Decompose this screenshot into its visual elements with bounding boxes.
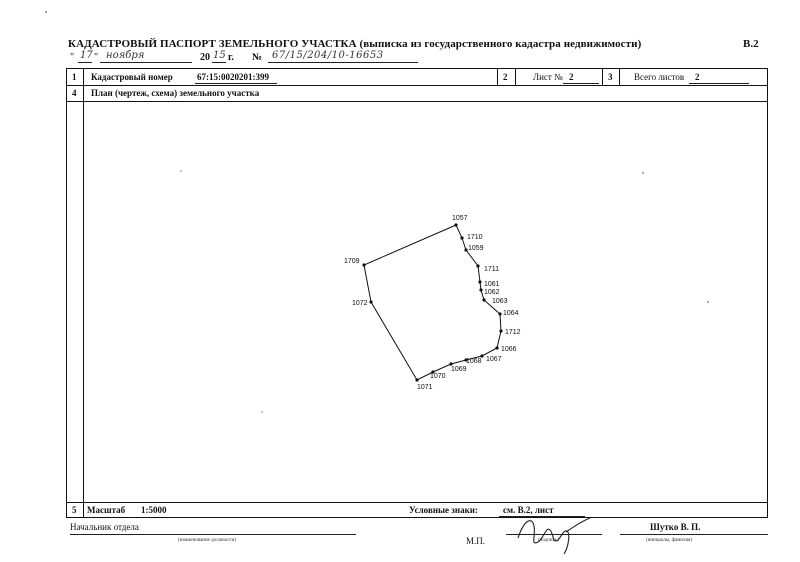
position-caption: (наименование должности) bbox=[178, 538, 237, 543]
row4-number: 4 bbox=[72, 88, 77, 98]
row2-number: 2 bbox=[503, 72, 508, 82]
boundary-point-1066 bbox=[495, 346, 498, 349]
row3-number: 3 bbox=[608, 72, 613, 82]
stamp-label: М.П. bbox=[466, 536, 486, 546]
signer-name: Шутко В. П. bbox=[650, 522, 701, 532]
date-month: ноября bbox=[106, 50, 145, 61]
total-sheets-value: 2 bbox=[695, 72, 700, 82]
boundary-point-1057 bbox=[454, 223, 457, 226]
document-subtitle: (выписка из государственного кадастра недвижимости) bbox=[359, 38, 642, 50]
point-label-1062: 1062 bbox=[484, 289, 500, 296]
cadastral-number-value: 67:15:0020201:399 bbox=[197, 72, 269, 82]
point-label-1709: 1709 bbox=[344, 258, 360, 265]
point-label-1064: 1064 bbox=[503, 310, 519, 317]
date-year-suffix: 15 bbox=[213, 50, 226, 61]
boundary-point-1062 bbox=[479, 288, 482, 291]
sheet-label: Лист № bbox=[533, 72, 563, 82]
point-label-1059: 1059 bbox=[468, 245, 484, 252]
boundary-point-1072 bbox=[369, 300, 372, 303]
legend-label: Условные знаки: bbox=[409, 505, 478, 515]
doc-number: 67/15/204/10-16653 bbox=[272, 50, 384, 61]
point-label-1068: 1068 bbox=[466, 358, 482, 365]
point-label-1072: 1072 bbox=[352, 300, 368, 307]
point-label-1067: 1067 bbox=[486, 356, 502, 363]
signature-image bbox=[510, 508, 600, 558]
scale-value: 1:5000 bbox=[141, 505, 167, 515]
scale-label: Масштаб bbox=[87, 505, 126, 515]
signer-name-caption: (инициалы, фамилия) bbox=[646, 538, 693, 543]
date-year-prefix: 20 bbox=[200, 52, 210, 63]
point-label-1071: 1071 bbox=[417, 384, 433, 391]
boundary-point-1711 bbox=[476, 264, 479, 267]
row5-number: 5 bbox=[72, 505, 77, 515]
point-label-1710: 1710 bbox=[467, 234, 483, 241]
sheet-value: 2 bbox=[569, 72, 574, 82]
row1-number: 1 bbox=[72, 72, 77, 82]
date-year-label: г. bbox=[228, 52, 234, 63]
document-title-main: КАДАСТРОВЫЙ ПАСПОРТ ЗЕМЕЛЬНОГО УЧАСТКА bbox=[68, 38, 357, 50]
position-label: Начальник отдела bbox=[70, 522, 139, 532]
point-label-1712: 1712 bbox=[505, 329, 521, 336]
point-label-1063: 1063 bbox=[492, 298, 508, 305]
form-code: В.2 bbox=[743, 38, 759, 50]
boundary-point-1064 bbox=[498, 312, 501, 315]
plan-section-label: План (чертеж, схема) земельного участка bbox=[91, 88, 260, 98]
boundary-point-1071 bbox=[415, 378, 418, 381]
point-label-1070: 1070 bbox=[430, 373, 446, 380]
date-close-quote: " bbox=[94, 52, 99, 63]
signature-caption: (подпись) bbox=[538, 538, 559, 543]
point-label-1061: 1061 bbox=[484, 281, 500, 288]
boundary-point-1063 bbox=[482, 298, 485, 301]
legend-value: см. В.2, лист bbox=[503, 505, 554, 515]
point-label-1711: 1711 bbox=[484, 266, 500, 273]
total-sheets-label: Всего листов bbox=[634, 72, 685, 82]
date-day: 17 bbox=[80, 50, 93, 61]
point-label-1069: 1069 bbox=[451, 366, 467, 373]
point-label-1057: 1057 bbox=[452, 215, 468, 222]
date-open-quote: " bbox=[70, 52, 75, 63]
boundary-point-1061 bbox=[478, 280, 481, 283]
point-label-1066: 1066 bbox=[501, 346, 517, 353]
cadastral-number-label: Кадастровый номер bbox=[91, 72, 173, 82]
boundary-point-1710 bbox=[460, 236, 463, 239]
doc-number-label: № bbox=[252, 52, 263, 63]
boundary-point-1712 bbox=[499, 329, 502, 332]
boundary-point-1709 bbox=[362, 263, 365, 266]
